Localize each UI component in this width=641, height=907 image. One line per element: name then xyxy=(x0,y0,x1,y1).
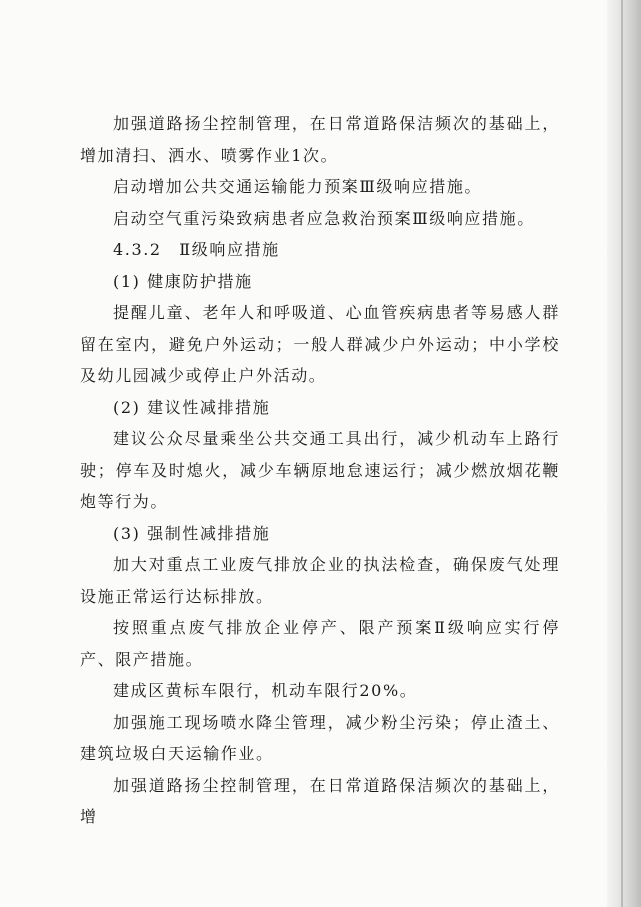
subheading-health-protection: (1) 健康防护措施 xyxy=(113,271,253,291)
paragraph-medical-emergency-plan: 启动空气重污染致病患者应急救治预案Ⅲ级响应措施。 xyxy=(113,208,535,228)
subheading-voluntary-reduction: (2) 建议性减排措施 xyxy=(113,397,271,417)
document-body xyxy=(80,108,560,833)
paragraph-vehicle-restriction: 建成区黄标车限行，机动车限行20%。 xyxy=(113,681,418,700)
paragraph-road-dust-control: 加强道路扬尘控制管理，在日常道路保洁频次的基础上，增加清扫、洒水、喷雾作业1次。 xyxy=(80,114,560,165)
paragraph-industrial-inspection: 加大对重点工业废气排放企业的执法检查，确保废气处理设施正常运行达标排放。 xyxy=(80,555,560,606)
paragraph-public-transport-plan: 启动增加公共交通运输能力预案Ⅲ级响应措施。 xyxy=(113,177,483,196)
paragraph-voluntary-reduction: 建议公众尽量乘坐公共交通工具出行，减少机动车上路行驶；停车及时熄火，减少车辆原地怠速运行；减少燃放烟花鞭炮等行为。 xyxy=(80,429,560,511)
paragraph-road-dust-control-repeat: 加强道路扬尘控制管理，在日常道路保洁频次的基础上，增 xyxy=(80,775,560,826)
paragraph-production-limits: 按照重点废气排放企业停产、限产预案Ⅱ级响应实行停产、限产措施。 xyxy=(80,618,560,669)
scan-edge-shadow xyxy=(607,0,641,907)
paragraph-health-protection: 提醒儿童、老年人和呼吸道、心血管疾病患者等易感人群留在室内，避免户外运动；一般人群减少户外运动；中小学校及幼儿园减少或停止户外活动。 xyxy=(80,303,560,385)
paragraph-construction-dust: 加强施工现场喷水降尘管理，减少粉尘污染；停止渣土、建筑垃圾白天运输作业。 xyxy=(80,712,560,763)
section-heading-4-3-2: 4.3.2 Ⅱ级响应措施 xyxy=(113,240,280,259)
subheading-mandatory-reduction: (3) 强制性减排措施 xyxy=(113,523,271,543)
